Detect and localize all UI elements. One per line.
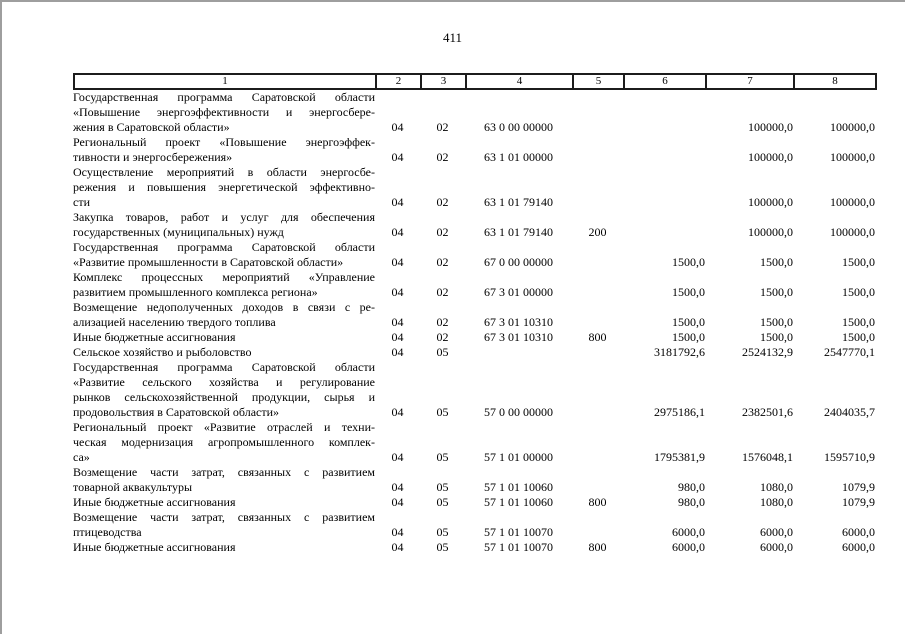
name-line: Возмещение недополученных доходов в связи с ре- — [73, 300, 375, 314]
row-name-cell — [73, 165, 375, 210]
name-line: продовольствия в Саратовской области» — [73, 405, 280, 419]
amount-year3-cell: 100000,0 — [830, 195, 875, 209]
amount-year3-cell: 1500,0 — [842, 285, 875, 299]
amount-year1-cell: 6000,0 — [672, 525, 705, 539]
expense-type-cell — [572, 345, 623, 360]
amount-year2-cell: 1576048,1 — [742, 450, 793, 464]
amount-year1-cell: 980,0 — [678, 480, 705, 494]
table-row — [73, 135, 875, 165]
row-name-cell — [73, 210, 375, 240]
amount-year1-cell — [623, 165, 705, 210]
target-code-cell: 57 1 01 10060 — [484, 480, 553, 494]
amount-year3-cell: 1595710,9 — [824, 450, 875, 464]
expense-type-cell — [572, 420, 623, 465]
table-row — [73, 270, 875, 300]
razdel-cell: 04 — [391, 525, 404, 539]
row-name-cell — [73, 135, 375, 165]
table-row — [73, 330, 875, 345]
name-line: сти — [73, 195, 90, 209]
expense-type-cell — [572, 465, 623, 495]
table-row — [73, 360, 875, 420]
name-line: Закупка товаров, работ и услуг для обеспечения — [73, 210, 375, 224]
budget-table — [73, 73, 877, 555]
razdel-cell: 04 — [391, 225, 404, 239]
amount-year3-cell: 100000,0 — [830, 225, 875, 239]
expense-type-cell — [572, 510, 623, 540]
name-line: Региональный проект «Повышение энергоэффек- — [73, 135, 375, 149]
target-code-cell: 67 3 01 10310 — [484, 330, 553, 344]
name-line: Иные бюджетные ассигнования — [73, 540, 236, 554]
podrazdel-cell: 02 — [436, 225, 449, 239]
amount-year2-cell: 6000,0 — [760, 540, 793, 554]
amount-year2-cell: 1080,0 — [760, 495, 793, 509]
expense-type-cell — [572, 90, 623, 135]
row-name-cell — [73, 465, 375, 495]
amount-year1-cell: 6000,0 — [672, 540, 705, 554]
amount-year2-cell: 1080,0 — [760, 480, 793, 494]
table-row — [73, 465, 875, 495]
name-line: птицеводства — [73, 525, 142, 539]
column-header-5: 5 — [573, 74, 624, 89]
razdel-cell: 04 — [391, 120, 404, 134]
row-name-cell — [73, 270, 375, 300]
razdel-cell: 04 — [391, 285, 404, 299]
expense-type-cell: 800 — [588, 540, 607, 554]
amount-year3-cell: 1079,9 — [842, 495, 875, 509]
amount-year3-cell: 100000,0 — [830, 150, 875, 164]
razdel-cell: 04 — [391, 480, 404, 494]
expense-type-cell — [572, 165, 623, 210]
name-line: Государственная программа Саратовской области — [73, 360, 375, 374]
amount-year1-cell: 1500,0 — [672, 285, 705, 299]
expense-type-cell — [572, 360, 623, 420]
target-code-cell: 57 1 01 10070 — [484, 525, 553, 539]
amount-year3-cell: 6000,0 — [842, 525, 875, 539]
column-header-7: 7 — [706, 74, 794, 89]
row-name-cell — [73, 540, 375, 555]
amount-year3-cell: 1500,0 — [842, 255, 875, 269]
column-header-2: 2 — [376, 74, 421, 89]
name-line: Возмещение части затрат, связанных с развитием — [73, 465, 375, 479]
amount-year3-cell: 100000,0 — [830, 120, 875, 134]
page-number: 411 — [442, 30, 463, 45]
page-border-left — [0, 0, 2, 634]
target-code-cell: 67 3 01 10310 — [484, 315, 553, 329]
table-row — [73, 540, 875, 555]
amount-year2-cell: 2524132,9 — [742, 345, 793, 359]
razdel-cell: 04 — [391, 195, 404, 209]
amount-year2-cell: 6000,0 — [760, 525, 793, 539]
column-header-4: 4 — [466, 74, 573, 89]
name-line: Иные бюджетные ассигнования — [73, 330, 236, 344]
name-line: государственных (муниципальных) нужд — [73, 225, 284, 239]
amount-year2-cell: 100000,0 — [748, 225, 793, 239]
column-header-6: 6 — [624, 74, 706, 89]
name-line: Сельское хозяйство и рыболовство — [73, 345, 252, 359]
expense-type-cell — [572, 135, 623, 165]
name-line: Возмещение части затрат, связанных с развитием — [73, 510, 375, 524]
target-code-cell: 67 3 01 00000 — [484, 285, 553, 299]
name-line: Комплекс процессных мероприятий «Управление — [73, 270, 375, 284]
target-code-cell: 57 1 01 10060 — [484, 495, 553, 509]
table-row — [73, 510, 875, 540]
expense-type-cell: 200 — [588, 225, 607, 239]
amount-year2-cell: 1500,0 — [760, 315, 793, 329]
name-line: жения в Саратовской области» — [73, 120, 230, 134]
target-code-cell: 63 1 01 00000 — [484, 150, 553, 164]
name-line: режения и повышения энергетической эффективно- — [73, 180, 375, 194]
amount-year3-cell: 6000,0 — [842, 540, 875, 554]
podrazdel-cell: 02 — [436, 150, 449, 164]
target-code-cell: 63 0 00 00000 — [484, 120, 553, 134]
name-line: Иные бюджетные ассигнования — [73, 495, 236, 509]
name-line: «Развитие сельского хозяйства и регулирование — [73, 375, 375, 389]
amount-year1-cell — [623, 210, 705, 240]
name-line: ческая модернизация агропромышленного комплек- — [73, 435, 375, 449]
row-name-cell — [73, 330, 375, 345]
name-line: рынков сельскохозяйственной продукции, сырья и — [73, 390, 375, 404]
podrazdel-cell: 02 — [436, 315, 449, 329]
podrazdel-cell: 05 — [436, 540, 449, 554]
table-header-row — [74, 74, 876, 89]
table-row — [73, 420, 875, 465]
column-header-1: 1 — [74, 74, 376, 89]
razdel-cell: 04 — [391, 540, 404, 554]
name-line: са» — [73, 450, 90, 464]
razdel-cell: 04 — [391, 450, 404, 464]
podrazdel-cell: 02 — [436, 330, 449, 344]
amount-year2-cell: 100000,0 — [748, 195, 793, 209]
page-border-top — [0, 0, 905, 2]
row-name-cell — [73, 345, 375, 360]
expense-type-cell — [572, 240, 623, 270]
podrazdel-cell: 02 — [436, 285, 449, 299]
podrazdel-cell: 02 — [436, 120, 449, 134]
table-row — [73, 90, 875, 135]
table-row — [73, 300, 875, 330]
table-header — [73, 73, 877, 90]
razdel-cell: 04 — [391, 315, 404, 329]
razdel-cell: 04 — [391, 150, 404, 164]
amount-year2-cell: 100000,0 — [748, 120, 793, 134]
podrazdel-cell: 02 — [436, 195, 449, 209]
row-name-cell — [73, 420, 375, 465]
name-line: товарной аквакультуры — [73, 480, 193, 494]
razdel-cell: 04 — [391, 405, 404, 419]
name-line: Государственная программа Саратовской области — [73, 240, 375, 254]
amount-year1-cell: 980,0 — [678, 495, 705, 509]
column-header-8: 8 — [794, 74, 876, 89]
amount-year2-cell: 1500,0 — [760, 330, 793, 344]
razdel-cell: 04 — [391, 345, 404, 359]
table-row — [73, 240, 875, 270]
table-body — [73, 90, 875, 555]
amount-year1-cell — [623, 90, 705, 135]
amount-year1-cell: 3181792,6 — [654, 345, 705, 359]
amount-year1-cell: 1500,0 — [672, 330, 705, 344]
expense-type-cell — [572, 300, 623, 330]
column-header-3: 3 — [421, 74, 466, 89]
amount-year3-cell: 2547770,1 — [824, 345, 875, 359]
target-code-cell: 63 1 01 79140 — [484, 225, 553, 239]
podrazdel-cell: 05 — [436, 345, 449, 359]
target-code-cell: 57 1 01 10070 — [484, 540, 553, 554]
expense-type-cell: 800 — [588, 330, 607, 344]
name-line: развитием промышленного комплекса региона» — [73, 285, 318, 299]
amount-year1-cell: 2975186,1 — [654, 405, 705, 419]
razdel-cell: 04 — [391, 255, 404, 269]
amount-year3-cell: 1079,9 — [842, 480, 875, 494]
amount-year1-cell — [623, 135, 705, 165]
amount-year2-cell: 2382501,6 — [742, 405, 793, 419]
table-row — [73, 495, 875, 510]
amount-year2-cell: 1500,0 — [760, 255, 793, 269]
razdel-cell: 04 — [391, 330, 404, 344]
amount-year2-cell: 1500,0 — [760, 285, 793, 299]
amount-year1-cell: 1795381,9 — [654, 450, 705, 464]
row-name-cell — [73, 360, 375, 420]
name-line: ализацией населению твердого топлива — [73, 315, 276, 329]
amount-year1-cell: 1500,0 — [672, 255, 705, 269]
expense-type-cell: 800 — [588, 495, 607, 509]
name-line: Осуществление мероприятий в области энергосбе- — [73, 165, 375, 179]
row-name-cell — [73, 240, 375, 270]
razdel-cell: 04 — [391, 495, 404, 509]
podrazdel-cell: 05 — [436, 480, 449, 494]
amount-year3-cell: 1500,0 — [842, 315, 875, 329]
name-line: тивности и энергосбережения» — [73, 150, 233, 164]
amount-year3-cell: 1500,0 — [842, 330, 875, 344]
expense-type-cell — [572, 270, 623, 300]
table-row — [73, 165, 875, 210]
podrazdel-cell: 05 — [436, 450, 449, 464]
table-row — [73, 345, 875, 360]
amount-year3-cell: 2404035,7 — [824, 405, 875, 419]
target-code-cell: 57 0 00 00000 — [484, 405, 553, 419]
podrazdel-cell: 02 — [436, 255, 449, 269]
name-line: Государственная программа Саратовской области — [73, 90, 375, 104]
row-name-cell — [73, 510, 375, 540]
amount-year1-cell: 1500,0 — [672, 315, 705, 329]
target-code-cell — [465, 345, 572, 360]
row-name-cell — [73, 90, 375, 135]
podrazdel-cell: 05 — [436, 525, 449, 539]
row-name-cell — [73, 300, 375, 330]
name-line: «Повышение энергоэффективности и энергосбере- — [73, 105, 375, 119]
target-code-cell: 67 0 00 00000 — [484, 255, 553, 269]
name-line: «Развитие промышленности в Саратовской области» — [73, 255, 344, 269]
name-line: Региональный проект «Развитие отраслей и техни- — [73, 420, 375, 434]
target-code-cell: 63 1 01 79140 — [484, 195, 553, 209]
row-name-cell — [73, 495, 375, 510]
amount-year2-cell: 100000,0 — [748, 150, 793, 164]
table-row — [73, 210, 875, 240]
podrazdel-cell: 05 — [436, 495, 449, 509]
podrazdel-cell: 05 — [436, 405, 449, 419]
target-code-cell: 57 1 01 00000 — [484, 450, 553, 464]
